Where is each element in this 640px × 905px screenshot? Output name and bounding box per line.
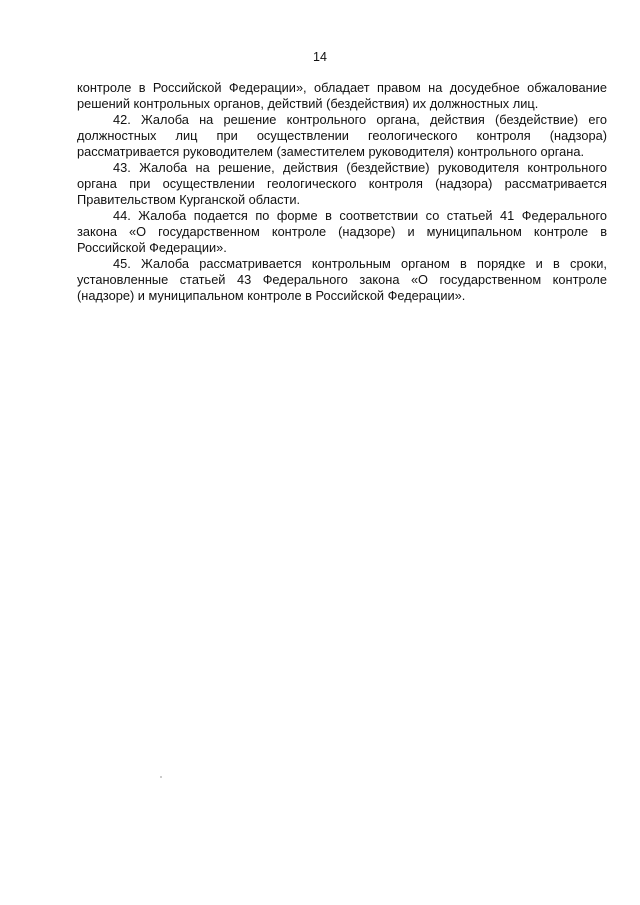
paragraph-45: 45. Жалоба рассматривается контрольным органом в порядке и в сроки, установленные статьей 43 Федерального закона «О государственном контроле (надзоре) и муниципальном контроле в Российской Федерации». (77, 256, 607, 303)
paragraph-43: 43. Жалоба на решение, действия (бездействие) руководителя контрольного органа при осуществлении геологического контроля (надзора) рассматривается Правительством Курганской области. (77, 160, 607, 207)
scan-artifact (160, 776, 162, 778)
paragraph-continuation: контроле в Российской Федерации», обладает правом на досудебное обжалование решений контрольных органов, действий (бездействия) их должностных лиц. (77, 80, 607, 111)
page-number: 14 (313, 50, 327, 64)
document-body (77, 80, 607, 304)
paragraph-44: 44. Жалоба подается по форме в соответствии со статьей 41 Федерального закона «О государственном контроле (надзоре) и муниципальном контроле в Российской Федерации». (77, 208, 607, 255)
paragraph-42: 42. Жалоба на решение контрольного органа, действия (бездействие) его должностных лиц при осуществлении геологического контроля (надзора) рассматривается руководителем (заместителем руководителя) контрольного органа. (77, 112, 607, 159)
